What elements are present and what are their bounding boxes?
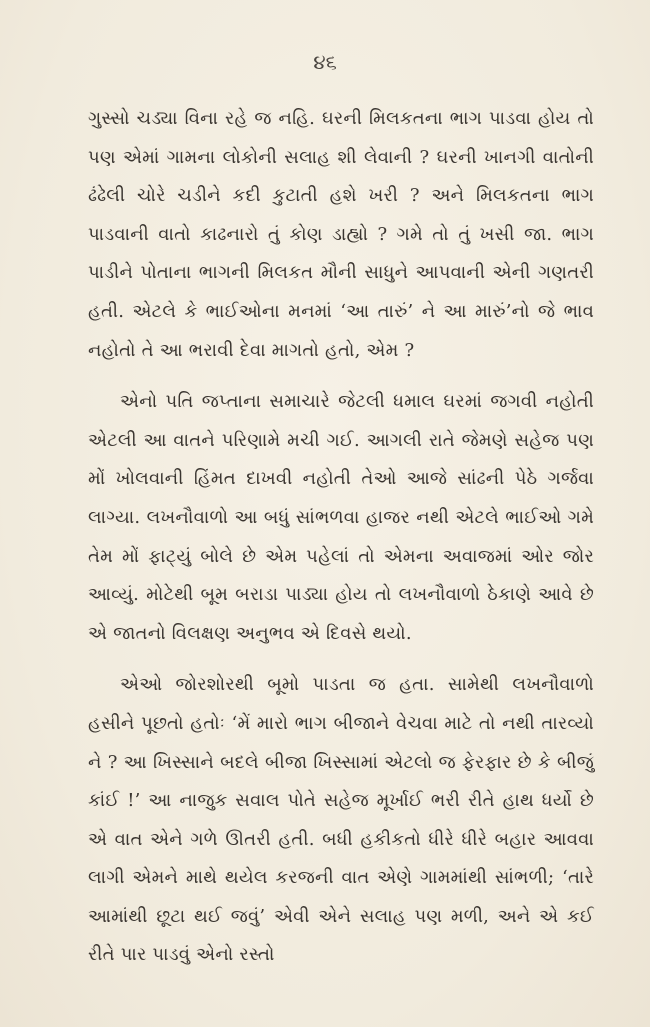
page-number: ૪૬	[313, 50, 337, 74]
paragraph-1: ગુસ્સો ચડ્યા વિના રહે જ નહિ. ઘરની મિલકતના ભાગ પાડવા હોય તો પણ એમાં ગામના લોકોની સલાહ શી લેવાની ? ઘરની ખાનગી વાતોની ઢંઢેલી ચોરે ચડીને કદી કુટાતી હશે ખરી ? અને મિલકતના ભાગ પાડવાની વાતો કાઢનારો તું કોણ ડાહ્યો ? ગમે તો તું ખસી જા. ભાગ પાડીને પોતાના ભાગની મિલકત મૌની સાધુને આપવાની એની ગણતરી હતી. એટલે કે ભાઈઓના મનમાં ‘આ તારું’ ને આ મારું’નો જે ભાવ નહોતો તે આ ભરાવી દેવા માગતો હતો, એમ ?	[88, 108, 594, 361]
paragraph-2: એનો પતિ જપ્તાના સમાચારે જેટલી ધમાલ ઘરમાં જગવી નહોતી એટલી આ વાતને પરિણામે મચી ગઈ. આગલી રાતે જેમણે સહેજ પણ મોં ખોલવાની હિંમત દાખવી નહોતી તેઓ આજે સાંઢની પેઠે ગર્જવા લાગ્યા. લખનૌવાળો આ બધું સાંભળવા હાજર નથી એટલે ભાઈઓ ગમે તેમ મોં ફાટ્યું બોલે છે એમ પહેલાં તો એમના અવાજમાં ઓર જોર આવ્યું. મોટેથી બૂમ બરાડા પાડ્યા હોય તો લખનૌવાળો ઠેકાણે આવે છે એ જાતનો વિલક્ષણ અનુભવ એ દિવસે થયો.	[88, 391, 594, 644]
page-body	[88, 100, 594, 975]
paragraph-3: એઓ જોરશોરથી બૂમો પાડતા જ હતા. સામેથી લખનૌવાળો હસીને પૂછતો હતોઃ ‘મેં મારો ભાગ બીજાને વેચવા માટે તો નથી તારવ્યો ને ? આ ખિસ્સાને બદલે બીજા ખિસ્સામાં એટલો જ ફેરફાર છે કે બીજું કાંઈ !’ આ નાજુક સવાલ પોતે સહેજ મૂર્ખાઈ ભરી રીતે હાથ ધર્યો છે એ વાત એને ગળે ઊતરી હતી. બધી હકીકતો ધીરે ધીરે બહાર આવવા લાગી એમને માથે થયેલ કરજની વાત એણે ગામમાંથી સાંભળી; ‘તારે આમાંથી છૂટા થઈ જવું’ એવી એને સલાહ પણ મળી, અને એ કઈ રીતે પાર પાડવું એનો રસ્તો	[88, 674, 594, 966]
